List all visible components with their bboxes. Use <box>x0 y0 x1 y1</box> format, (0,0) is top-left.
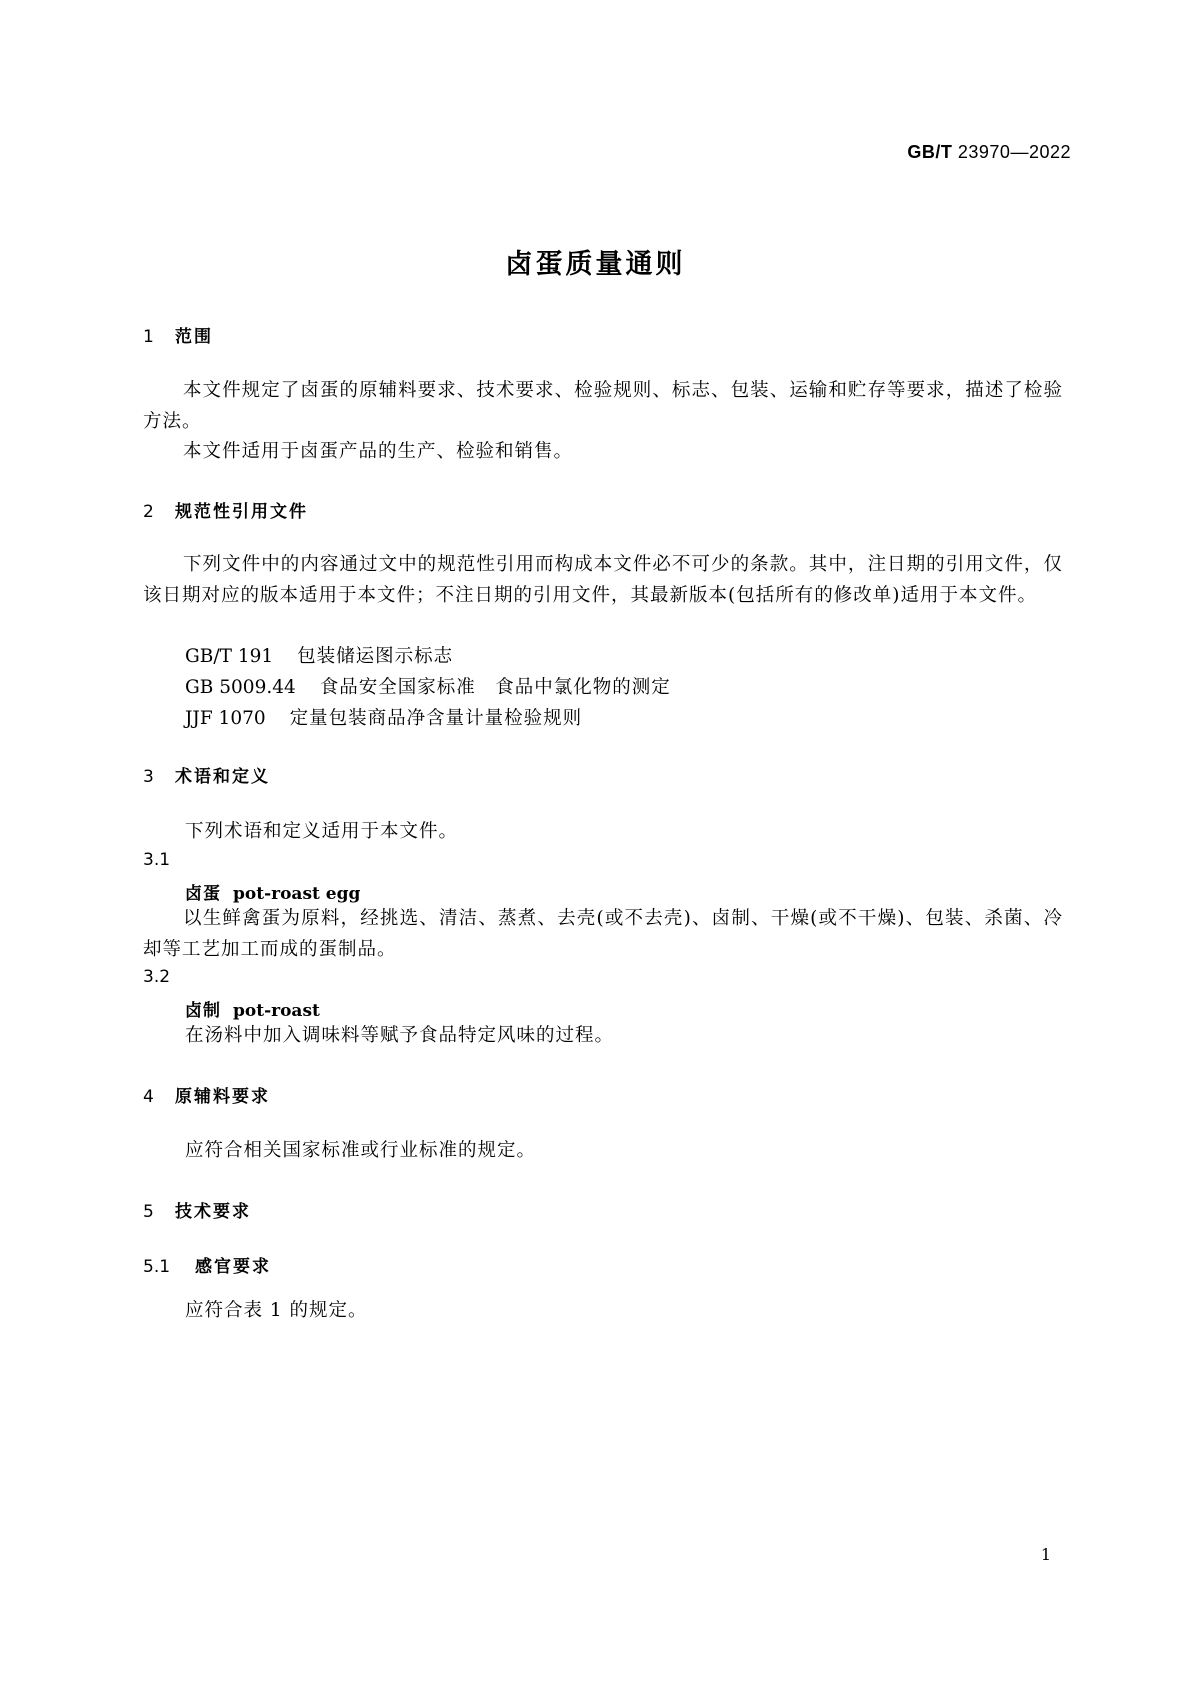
section-title: 技术要求 <box>175 1202 251 1222</box>
section-4-heading <box>143 1082 270 1107</box>
term-chinese: 卤制 <box>185 1001 221 1021</box>
reference-title: 定量包装商品净含量计量检验规则 <box>289 708 583 729</box>
section-number: 5 <box>143 1202 154 1222</box>
section-5-heading <box>143 1197 251 1222</box>
reference-title: 食品安全国家标准 食品中氯化物的测定 <box>319 677 671 698</box>
section-number: 4 <box>143 1087 154 1107</box>
reference-title: 包装储运图示标志 <box>297 646 454 667</box>
section-number: 1 <box>143 327 154 347</box>
section-2-heading <box>143 497 308 522</box>
term-number: 3.1 <box>143 850 171 870</box>
section-2-paragraph-1: 下列文件中的内容通过文中的规范性引用而构成本文件必不可少的条款。其中，注日期的引用文件，仅该日期对应的版本适用于本文件；不注日期的引用文件，其最新版本(包括所有的修改单)适用于本文件。 <box>143 554 1063 606</box>
standard-code <box>907 142 1071 163</box>
section-title: 原辅料要求 <box>175 1087 270 1107</box>
term-number: 3.2 <box>143 967 171 987</box>
section-number: 2 <box>143 502 154 522</box>
term-heading <box>185 996 320 1021</box>
section-title: 范围 <box>175 327 213 347</box>
term-heading <box>185 879 360 904</box>
section-3-intro: 下列术语和定义适用于本文件。 <box>185 821 459 842</box>
section-title: 感官要求 <box>195 1257 271 1277</box>
reference-item <box>185 704 582 730</box>
term-definition: 在汤料中加入调味料等赋予食品特定风味的过程。 <box>185 1025 615 1046</box>
reference-item <box>185 642 453 668</box>
section-number: 3 <box>143 767 154 787</box>
reference-item <box>185 673 671 699</box>
document-title: 卤蛋质量通则 <box>505 249 686 280</box>
term-definition: 以生鲜禽蛋为原料，经挑选、清洁、蒸煮、去壳(或不去壳)、卤制、干燥(或不干燥)、包装、杀菌、冷却等工艺加工而成的蛋制品。 <box>143 908 1063 960</box>
section-1-paragraph-1: 本文件规定了卤蛋的原辅料要求、技术要求、检验规则、标志、包装、运输和贮存等要求，描述了检验方法。 <box>143 380 1063 432</box>
section-1-paragraph-2: 本文件适用于卤蛋产品的生产、检验和销售。 <box>183 441 574 462</box>
section-title: 术语和定义 <box>175 767 270 787</box>
standard-number: 23970—2022 <box>957 142 1071 162</box>
page-number: 1 <box>1040 1545 1051 1564</box>
reference-code: GB/T 191 <box>185 646 274 667</box>
term-chinese: 卤蛋 <box>185 884 221 904</box>
section-4-paragraph-1: 应符合相关国家标准或行业标准的规定。 <box>185 1140 537 1161</box>
section-title: 规范性引用文件 <box>175 502 308 522</box>
section-number: 5.1 <box>143 1257 171 1277</box>
reference-code: JJF 1070 <box>185 708 266 729</box>
section-1-heading <box>143 322 213 347</box>
section-3-heading <box>143 762 270 787</box>
standard-prefix: GB/T <box>907 142 953 162</box>
section-5-1-paragraph-1: 应符合表 1 的规定。 <box>185 1300 368 1321</box>
term-english: pot-roast <box>233 1001 320 1021</box>
term-english: pot-roast egg <box>233 884 361 904</box>
section-5-1-heading <box>143 1252 271 1277</box>
reference-code: GB 5009.44 <box>185 677 296 698</box>
